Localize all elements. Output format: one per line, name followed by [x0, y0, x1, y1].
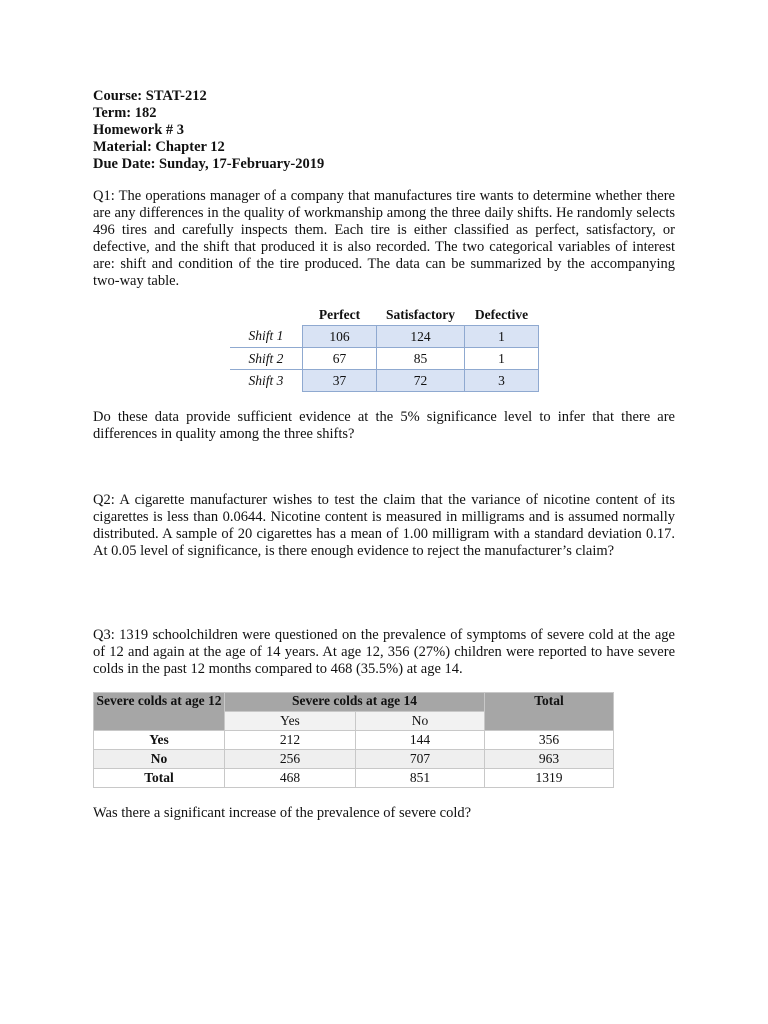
q1-table	[230, 305, 539, 392]
q3-total-header: Total	[485, 693, 614, 731]
q1-cell: 1	[465, 348, 539, 370]
q3-text: Q3: 1319 schoolchildren were questioned on the prevalence of symptoms of severe cold at the age of 12 and again at the age of 14 years. At age 12, 356 (27%) children were reported to have severe colds in the past 12 months compared to 468 (35.5%) at age 14.	[93, 627, 675, 677]
q3-row-label: No	[94, 750, 225, 769]
q1-col-header: Satisfactory	[386, 307, 455, 322]
q1-row-label: Shift 3	[248, 372, 284, 388]
q3-cell: 212	[225, 731, 356, 750]
q1-cell: 72	[377, 370, 465, 392]
course-line: Course: STAT-212	[93, 88, 207, 104]
q3-sub-col: No	[356, 712, 485, 731]
material-line: Material: Chapter 12	[93, 139, 225, 155]
q3-cell: 256	[225, 750, 356, 769]
q3-cell: 144	[356, 731, 485, 750]
q3-cell: 468	[225, 769, 356, 788]
q3-row-label: Yes	[94, 731, 225, 750]
q1-cell: 106	[303, 326, 377, 348]
q2-text: Q2: A cigarette manufacturer wishes to test the claim that the variance of nicotine content of its cigarettes is less than 0.0644. Nicotine content is measured in milligrams and is assumed normally distributed. A sample of 20 cigarettes has a mean of 1.00 milligram with a standard deviation 0.17. At 0.05 level of significance, is there enough evidence to reject the manufacturer’s claim?	[93, 492, 675, 559]
q1-cell: 67	[303, 348, 377, 370]
q3-sub-col: Yes	[225, 712, 356, 731]
q3-question: Was there a significant increase of the prevalence of severe cold?	[93, 805, 472, 821]
q1-cell: 1	[465, 326, 539, 348]
q1-row-label: Shift 1	[230, 326, 303, 348]
due-date-line: Due Date: Sunday, 17-February-2019	[93, 156, 325, 172]
table-row	[94, 731, 614, 750]
q3-cell: 356	[485, 731, 614, 750]
q3-table	[93, 692, 614, 788]
term-line: Term: 182	[93, 105, 157, 121]
q1-cell: 37	[303, 370, 377, 392]
q1-text: Q1: The operations manager of a company that manufactures tire wants to determine whether there are any differences in the quality of workmanship among the three daily shifts. He randomly selects 496 tires and carefully inspects them. Each tire is either classified as perfect, satisfactory, or defective, and the shift that produced it is also recorded. The two categorical variables of interest are: shift and condition of the tire produced. The data can be summarized by the accompanying two-way table.	[93, 188, 675, 289]
q1-cell: 85	[377, 348, 465, 370]
q3-cell: 963	[485, 750, 614, 769]
table-row	[94, 769, 614, 788]
q1-row-label: Shift 2	[230, 348, 303, 370]
q3-cell: 851	[356, 769, 485, 788]
q3-row-label: Total	[94, 769, 225, 788]
homework-line: Homework # 3	[93, 122, 185, 138]
q1-cell: 124	[377, 326, 465, 348]
table-row	[230, 370, 539, 392]
q1-table-corner	[230, 305, 303, 326]
q3-cell: 707	[356, 750, 485, 769]
q3-col-header: Severe colds at age 14	[225, 693, 485, 712]
q3-cell: 1319	[485, 769, 614, 788]
q3-row-header: Severe colds at age 12	[94, 693, 225, 731]
table-row	[230, 348, 539, 370]
q1-col-header: Defective	[474, 307, 529, 322]
table-row	[94, 750, 614, 769]
q1-question: Do these data provide sufficient evidence at the 5% significance level to infer that there are differences in quality among the three shifts?	[93, 409, 675, 442]
document-header	[93, 88, 324, 173]
table-row	[230, 326, 539, 348]
q1-col-header: Perfect	[318, 307, 361, 322]
q1-cell: 3	[465, 370, 539, 392]
